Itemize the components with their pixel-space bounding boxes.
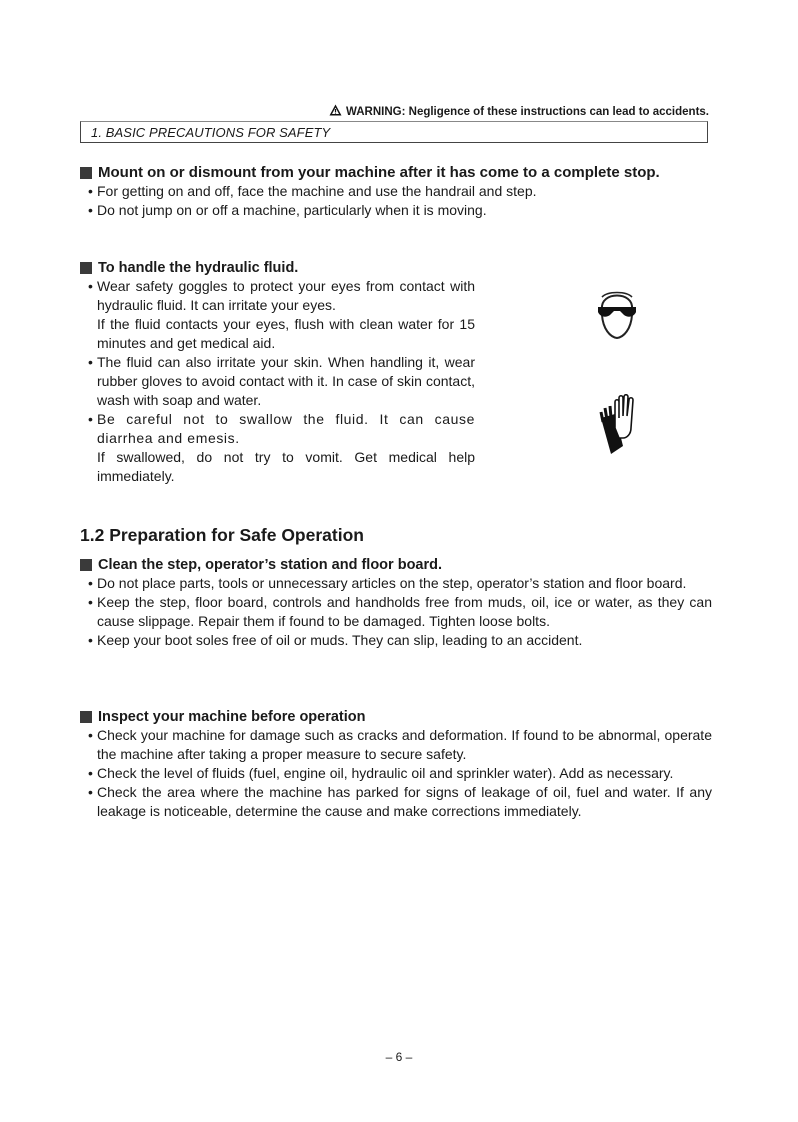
list-item: • Do not jump on or off a machine, particularly when it is moving. xyxy=(80,201,720,220)
clean-list xyxy=(80,574,712,650)
inspect-section xyxy=(80,709,712,821)
mount-heading: Mount on or dismount from your machine after it has come to a complete stop. xyxy=(80,164,720,181)
clean-heading: Clean the step, operator’s station and floor board. xyxy=(80,557,712,573)
hydraulic-heading: To handle the hydraulic fluid. xyxy=(80,260,475,276)
warning-triangle-icon xyxy=(329,104,342,119)
clean-section xyxy=(80,557,712,650)
list-item: • Check your machine for damage such as cracks and deformation. If found to be abnormal, operate the machine after taking a proper measure to secure safety. xyxy=(80,726,712,764)
safety-goggles-icon xyxy=(594,283,640,346)
inspect-list xyxy=(80,726,712,821)
list-item: • Do not place parts, tools or unnecessary articles on the step, operator’s station and floor board. xyxy=(80,574,712,593)
section-title-box xyxy=(80,121,708,143)
section-title: 1. BASIC PRECAUTIONS FOR SAFETY xyxy=(91,125,331,140)
section-heading-preparation: 1.2 Preparation for Safe Operation xyxy=(80,525,364,545)
mount-section xyxy=(80,164,720,220)
list-item: • Check the area where the machine has parked for signs of leakage of oil, fuel and water. If any leakage is noticeable, determine the cause and make corrections immediately. xyxy=(80,783,712,821)
list-item: • Keep the step, floor board, controls and handholds free from muds, oil, ice or water, as they can cause slippage. Repair them if found to be damaged. Tighten loose bolts. xyxy=(80,593,712,631)
warning-text: WARNING: Negligence of these instructions can lead to accidents. xyxy=(346,105,709,118)
inspect-heading: Inspect your machine before operation xyxy=(80,709,712,725)
square-bullet-icon xyxy=(80,559,92,571)
list-item: • Be careful not to swallow the fluid. It can cause diarrhea and emesis. If swallowed, do not try to vomit. Get medical help immediately. xyxy=(80,410,475,486)
page-number: – 6 – xyxy=(385,1050,413,1064)
mount-list xyxy=(80,182,720,220)
list-item: • Check the level of fluids (fuel, engine oil, hydraulic oil and sprinkler water). Add as necessary. xyxy=(80,764,712,783)
list-item: • Keep your boot soles free of oil or muds. They can slip, leading to an accident. xyxy=(80,631,712,650)
square-bullet-icon xyxy=(80,711,92,723)
square-bullet-icon xyxy=(80,167,92,179)
list-item: • The fluid can also irritate your skin. When handling it, wear rubber gloves to avoid contact with it. In case of skin contact, wash with soap and water. xyxy=(80,353,475,410)
warning-notice xyxy=(329,104,709,119)
square-bullet-icon xyxy=(80,262,92,274)
list-item: • For getting on and off, face the machine and use the handrail and step. xyxy=(80,182,720,201)
hydraulic-section xyxy=(80,260,475,486)
hydraulic-list xyxy=(80,277,475,486)
rubber-gloves-icon xyxy=(597,394,639,463)
list-item: • Wear safety goggles to protect your eyes from contact with hydraulic fluid. It can irritate your eyes. If the fluid contacts your eyes, flush with clean water for 15 minutes and get medical aid. xyxy=(80,277,475,353)
